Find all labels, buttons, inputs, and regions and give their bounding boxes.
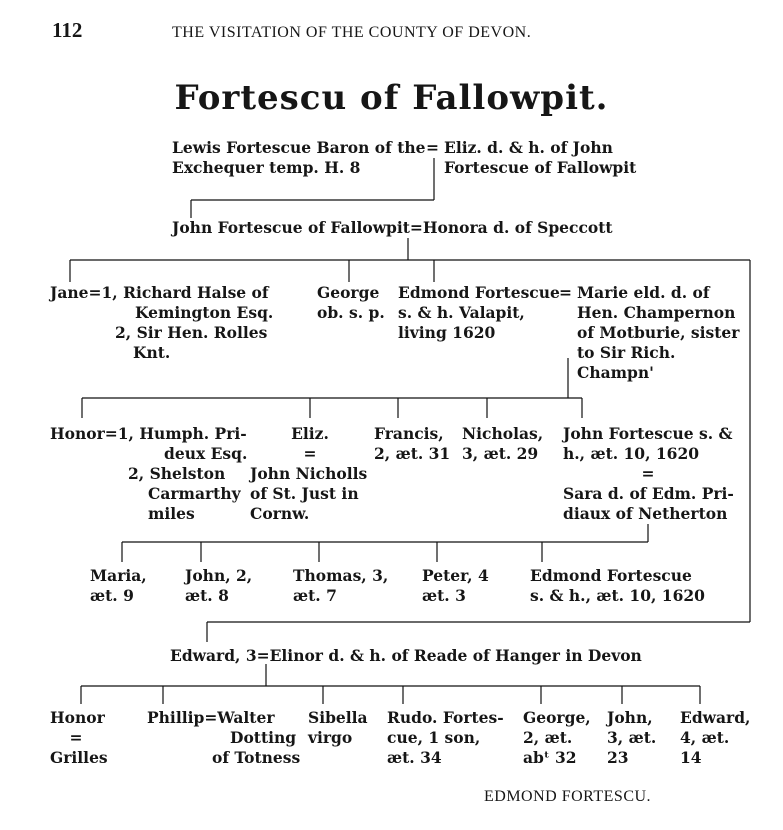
gen4-john-line1: John Fortescue s. & — [563, 424, 733, 443]
gen7-honor-marriage-sign: = — [69, 728, 83, 747]
gen7-phillip-line3: of Totness — [212, 748, 301, 767]
gen3-marie-line1: Marie eld. d. of — [577, 283, 710, 302]
gen1-wife-line1: Eliz. d. & h. of John — [444, 138, 613, 157]
gen1-wife-line2: Fortescue of Fallowpit — [444, 158, 637, 177]
gen1-marriage-sign: = — [426, 138, 439, 157]
gen5-thomas-line1: Thomas, 3, — [293, 566, 389, 585]
signature: EDMOND FORTESCU. — [484, 788, 652, 805]
gen4-eliz-line3: John Nicholls — [250, 464, 368, 483]
gen5-thomas-line2: æt. 7 — [293, 586, 337, 605]
gen5-john-line1: John, 2, — [185, 566, 253, 585]
gen2-couple: John Fortescue of Fallowpit=Honora d. of Speccott — [172, 218, 613, 237]
gen4-john-marriage-sign: = — [641, 464, 655, 483]
gen7-rudo-line2: cue, 1 son, — [387, 728, 481, 747]
gen3-marie-line4: to Sir Rich. — [577, 343, 676, 362]
gen3-jane-line1: Jane=1, Richard Halse of — [50, 283, 269, 302]
gen3-jane-line4: Knt. — [133, 343, 171, 362]
gen7-phillip-line1: Phillip=Walter — [147, 708, 275, 727]
gen5-maria-line2: æt. 9 — [90, 586, 134, 605]
gen4-honor-line3: 2, Shelston — [128, 464, 226, 483]
gen3-marie-line5: Champn' — [577, 363, 654, 382]
page-number: 112 — [52, 18, 83, 42]
gen3-george-line1: George — [317, 283, 380, 302]
gen4-john-line4: Sara d. of Edm. Pri- — [563, 484, 734, 503]
gen7-rudo-line1: Rudo. Fortes- — [387, 708, 504, 727]
gen7-george-line3: abᵗ 32 — [523, 748, 577, 767]
gen4-honor-line2: deux Esq. — [164, 444, 248, 463]
gen7-honor-line1: Honor — [50, 708, 105, 727]
gen7-phillip-line2: Dotting — [230, 728, 297, 747]
gen3-marie-line2: Hen. Champernon — [577, 303, 736, 322]
gen7-john-line2: 3, æt. — [607, 728, 657, 747]
gen7-edward-line1: Edward, — [680, 708, 751, 727]
gen4-francis-line2: 2, æt. 31 — [374, 444, 451, 463]
gen5-peter-line2: æt. 3 — [422, 586, 466, 605]
gen3-jane-line3: 2, Sir Hen. Rolles — [115, 323, 268, 342]
gen7-john-line3: 23 — [607, 748, 629, 767]
gen3-edmond-line2: s. & h. Valapit, — [398, 303, 525, 322]
page-title: Fortescu of Fallowpit. — [174, 78, 609, 118]
gen4-john-line5: diaux of Netherton — [563, 504, 728, 523]
gen3-edmond-line1: Edmond Fortescue — [398, 283, 560, 302]
gen5-maria-line1: Maria, — [90, 566, 147, 585]
gen4-nicholas-line2: 3, æt. 29 — [462, 444, 539, 463]
gen3-jane-line2: Kemington Esq. — [135, 303, 274, 322]
gen4-honor-line5: miles — [148, 504, 195, 523]
gen5-edmond-line2: s. & h., æt. 10, 1620 — [530, 586, 705, 605]
running-title: THE VISITATION OF THE COUNTY OF DEVON. — [172, 24, 532, 41]
gen4-eliz-line5: Cornw. — [250, 504, 310, 523]
gen7-sibella-line2: virgo — [308, 728, 353, 747]
gen3-edmond-line3: living 1620 — [398, 323, 496, 342]
gen7-sibella-line1: Sibella — [308, 708, 368, 727]
gen1-husband-line1: Lewis Fortescue Baron of the — [172, 138, 426, 157]
gen3-george-line2: ob. s. p. — [317, 303, 385, 322]
gen7-george-line2: 2, æt. — [523, 728, 573, 747]
gen7-edward-line3: 14 — [680, 748, 702, 767]
gen7-john-line1: John, — [607, 708, 653, 727]
gen4-francis-line1: Francis, — [374, 424, 444, 443]
gen4-eliz-line1: Eliz. — [291, 424, 329, 443]
gen3-marriage-sign: = — [559, 283, 572, 302]
gen5-john-line2: æt. 8 — [185, 586, 229, 605]
gen5-peter-line1: Peter, 4 — [422, 566, 489, 585]
gen1-husband-line2: Exchequer temp. H. 8 — [172, 158, 361, 177]
gen7-edward-line2: 4, æt. — [680, 728, 730, 747]
gen4-john-line2: h., æt. 10, 1620 — [563, 444, 700, 463]
gen3-marie-line3: of Motburie, sister — [577, 323, 740, 342]
gen4-honor-line1: Honor=1, Humph. Pri- — [50, 424, 247, 443]
gen4-eliz-line4: of St. Just in — [250, 484, 359, 503]
gen5-edmond-line1: Edmond Fortescue — [530, 566, 692, 585]
gen7-george-line1: George, — [523, 708, 591, 727]
gen4-eliz-marriage-sign: = — [303, 444, 317, 463]
gen7-honor-line3: Grilles — [50, 748, 108, 767]
gen4-honor-line4: Carmarthy — [148, 484, 241, 503]
gen4-nicholas-line1: Nicholas, — [462, 424, 544, 443]
gen6-couple: Edward, 3=Elinor d. & h. of Reade of Hanger in Devon — [170, 646, 642, 665]
gen7-rudo-line3: æt. 34 — [387, 748, 442, 767]
